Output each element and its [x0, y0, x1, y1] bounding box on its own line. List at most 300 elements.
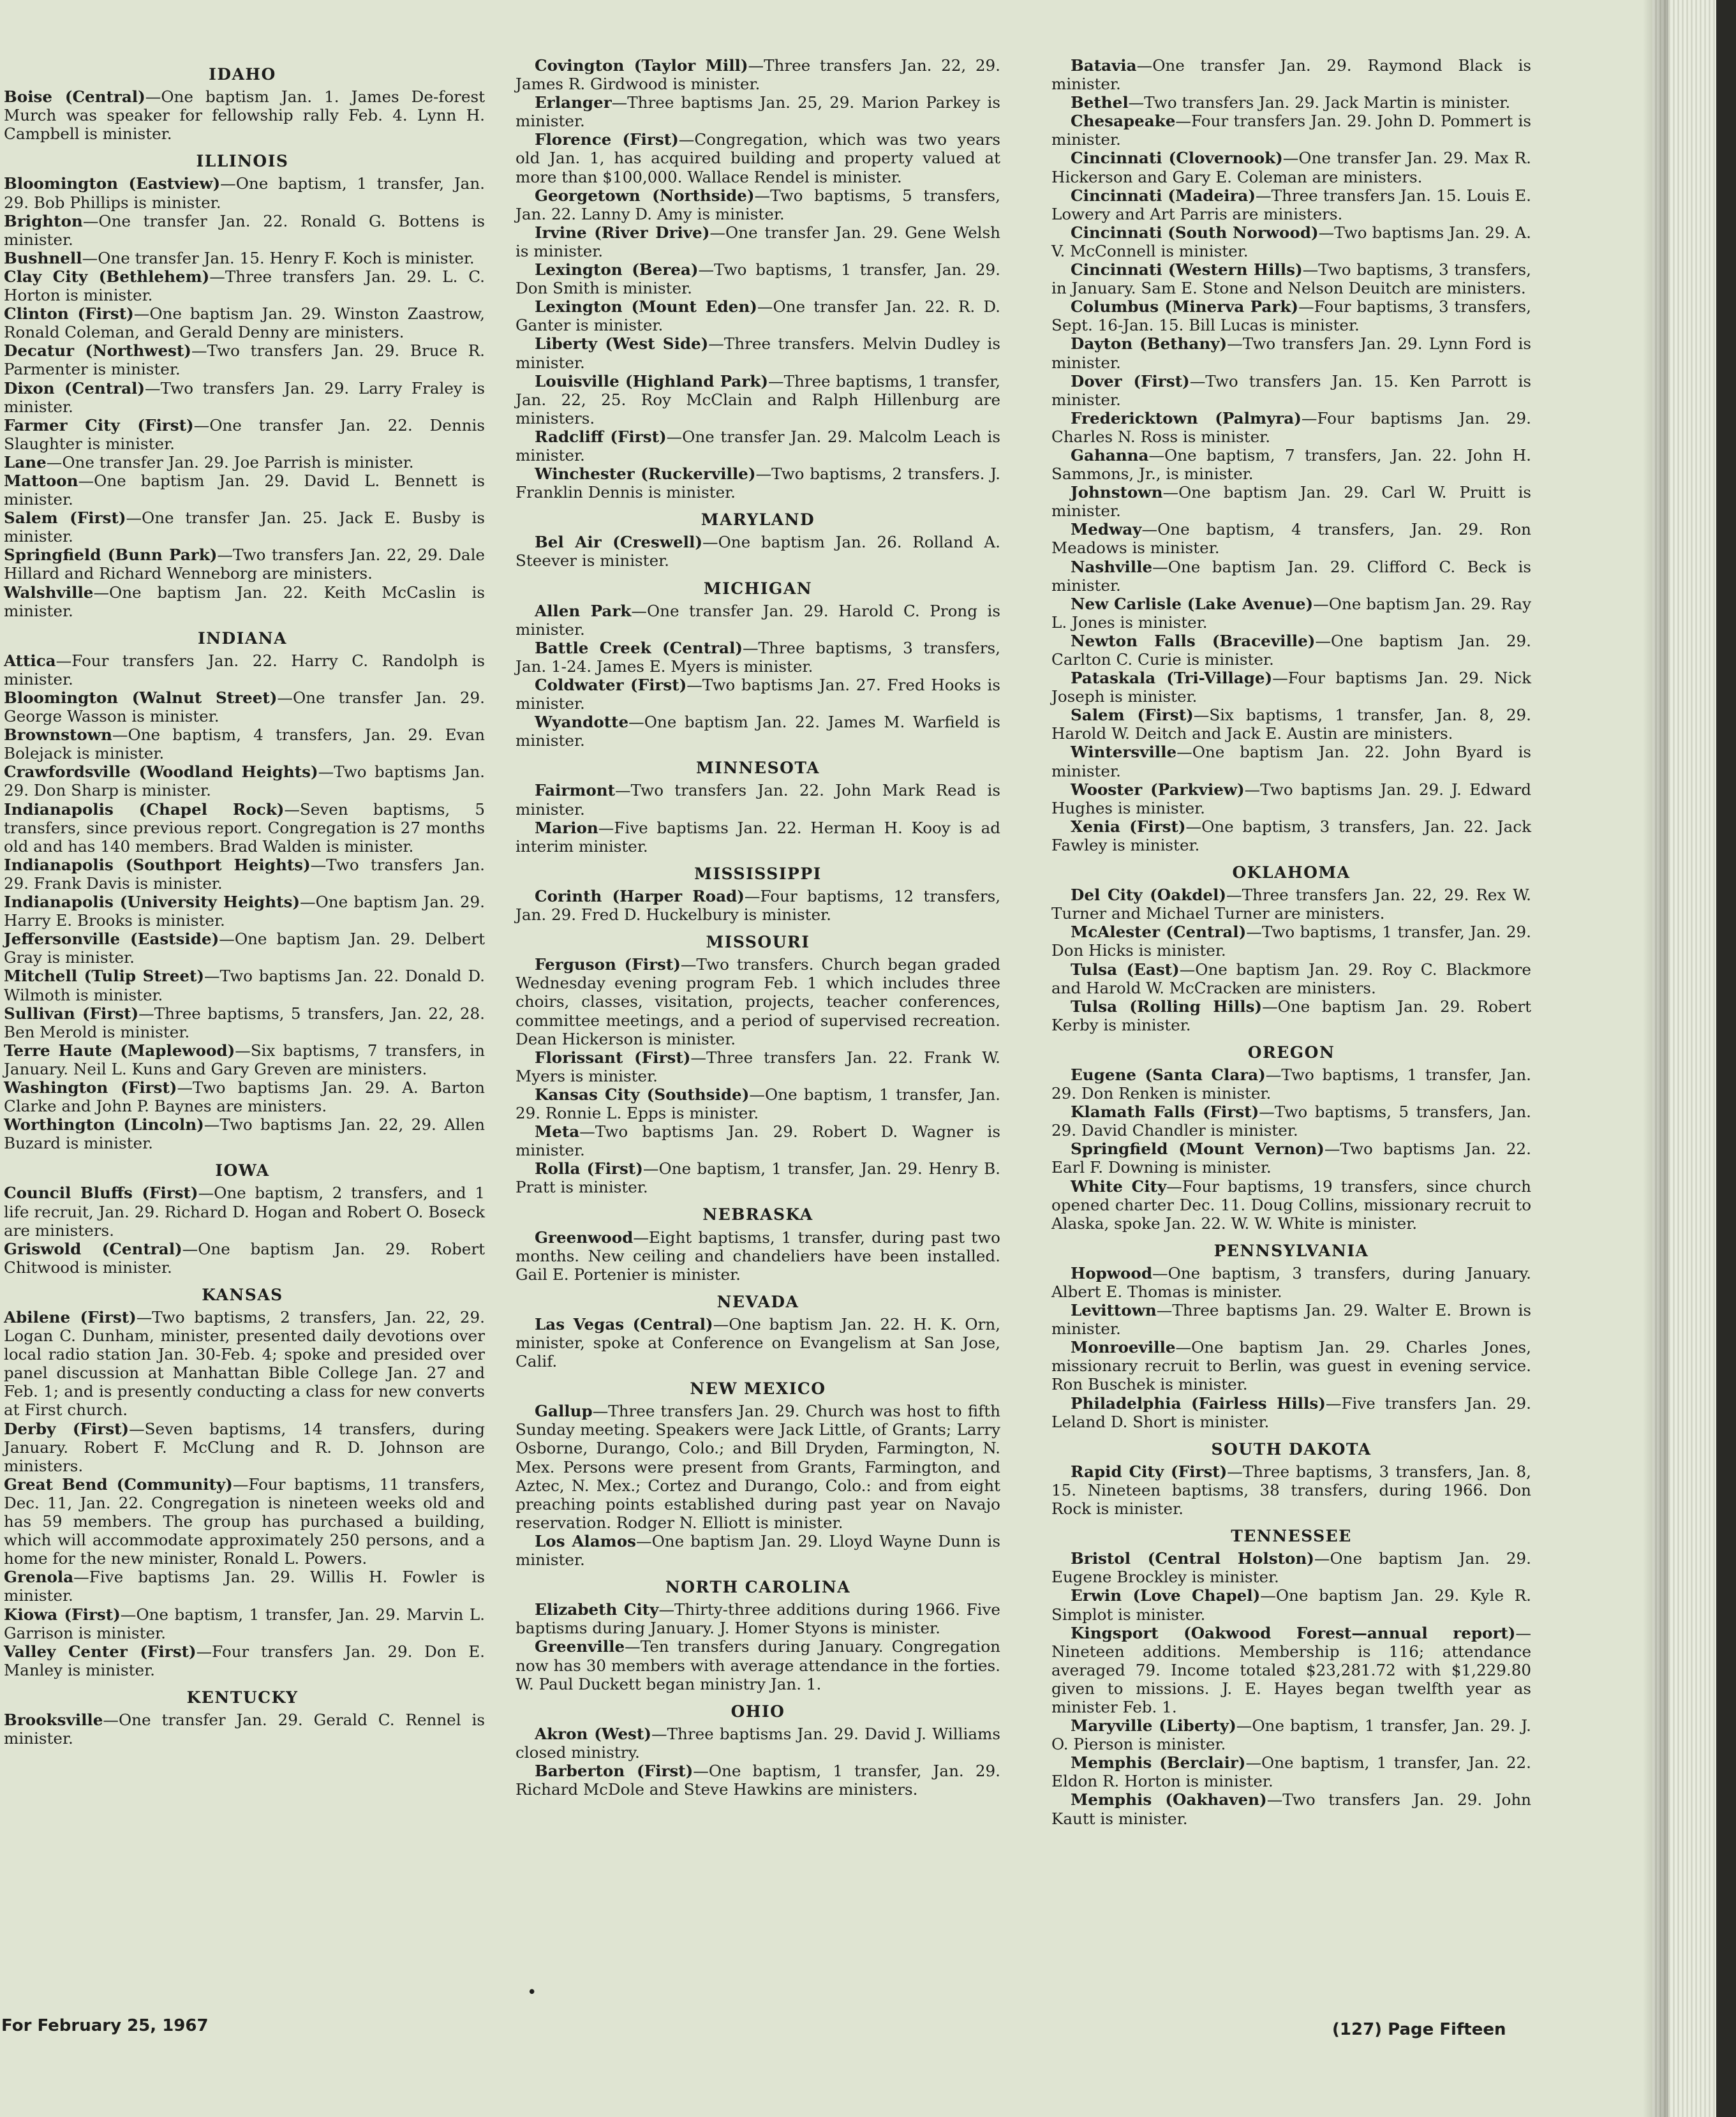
- report-text: One baptism Jan. 22. James M. Warfield is minister.: [516, 713, 1000, 750]
- report-text: One baptism, 1 transfer, Jan. 29. J. O. Pierson is minister.: [1051, 1716, 1532, 1754]
- em-dash: —: [702, 533, 718, 552]
- church-report-entry: [1051, 223, 1531, 260]
- church-name: Rolla (First): [535, 1159, 643, 1178]
- church-name: Dixon (Central): [4, 378, 145, 397]
- church-name: Del City (Oakdel): [1071, 886, 1227, 905]
- em-dash: —: [693, 1761, 709, 1780]
- church-report-entry: [1051, 595, 1531, 632]
- church-name: Washington (First): [4, 1078, 177, 1097]
- church-name: Wooster (Parkview): [1071, 780, 1245, 799]
- church-name: Derby (First): [4, 1419, 130, 1438]
- em-dash: —: [768, 371, 784, 390]
- report-text: Two transfers Jan. 29. Frank Davis is minister.: [4, 855, 486, 893]
- report-text: Two baptisms Jan. 29. J. Edward Hughes is minister.: [1051, 780, 1531, 817]
- church-name: Liberty (West Side): [535, 334, 709, 353]
- church-name: Terre Haute (Maplewood): [4, 1041, 235, 1060]
- church-report-entry: [516, 1159, 1000, 1196]
- church-report-entry: [516, 223, 1000, 260]
- em-dash: —: [1179, 960, 1196, 979]
- report-text: Two baptisms Jan. 29. A. V. McConnell is minister.: [1051, 223, 1531, 260]
- state-heading: NORTH CAROLINA: [665, 1578, 851, 1597]
- em-dash: —: [628, 713, 644, 732]
- em-dash: —: [1136, 56, 1153, 75]
- church-report-entry: [0, 1240, 485, 1277]
- em-dash: —: [1315, 631, 1332, 650]
- report-text: One transfer Jan. 29. Harold C. Prong is minister.: [516, 601, 1001, 639]
- church-report-entry: [516, 781, 1000, 818]
- state-heading: MICHIGAN: [703, 579, 813, 598]
- report-text: Four transfers Jan. 29. John D. Pommert is minister.: [1051, 112, 1531, 149]
- report-text: Two transfers Jan. 29. Jack Martin is minister.: [1144, 93, 1511, 112]
- church-report-entry: [1051, 632, 1531, 669]
- church-report-entry: [1051, 997, 1531, 1034]
- em-dash: —: [748, 56, 764, 75]
- report-text: One baptism Jan. 22. John Byard is minister.: [1051, 743, 1531, 780]
- em-dash: —: [1246, 923, 1262, 942]
- report-text: One baptism Jan. 22. H. K. Orn, minister, spoke at Conference on Evangelism at San Jose, Calif.: [516, 1314, 1000, 1371]
- report-text: Four baptisms, 19 transfers, since church opened charter Dec. 11. Doug Collins, missionary recruit to Alaska, spoke Jan. 22. W. W. White is minister.: [1051, 1177, 1531, 1233]
- state-heading: MARYLAND: [701, 510, 815, 530]
- church-report-entry: [1051, 1264, 1531, 1301]
- church-report-entry: [1051, 1586, 1531, 1623]
- footer-page-number: (127) Page Fifteen: [1332, 2020, 1506, 2039]
- church-name: Indianapolis (University Heights): [4, 893, 300, 912]
- report-text: Two baptisms Jan. 29. A. Barton Clarke and John P. Baynes are ministers.: [4, 1078, 486, 1116]
- church-name: Griswold (Central): [4, 1239, 182, 1258]
- church-name: Dover (First): [1071, 371, 1190, 390]
- em-dash: —: [635, 1531, 652, 1550]
- church-name: Batavia: [1071, 56, 1137, 75]
- church-report-entry: [1051, 1177, 1531, 1233]
- church-report-entry: [0, 249, 485, 267]
- em-dash: —: [204, 1115, 220, 1134]
- church-report-entry: [1051, 706, 1531, 743]
- church-report-entry: [1051, 483, 1531, 520]
- em-dash: —: [1152, 1263, 1168, 1282]
- em-dash: —: [598, 818, 614, 837]
- church-report-entry: [516, 819, 1000, 856]
- church-name: Eugene (Santa Clara): [1071, 1065, 1266, 1084]
- church-report-entry: [516, 297, 1000, 334]
- church-report-entry: [0, 856, 485, 893]
- church-name: Great Bend (Community): [4, 1474, 233, 1494]
- report-text: Two transfers Jan. 29. Larry Fraley is minister.: [4, 378, 485, 416]
- em-dash: —: [1325, 1393, 1342, 1413]
- church-report-entry: [0, 87, 485, 143]
- church-report-entry: [516, 186, 1000, 223]
- em-dash: —: [757, 297, 773, 316]
- report-text: One transfer Jan. 22. Dennis Slaughter is minister.: [4, 415, 485, 453]
- report-text: One baptism Jan. 29. Carl W. Pruitt is minister.: [1051, 483, 1531, 521]
- church-report-entry: [516, 464, 1000, 501]
- em-dash: —: [1324, 1140, 1340, 1159]
- church-report-entry: [0, 1605, 485, 1642]
- church-name: Bel Air (Creswell): [535, 533, 702, 552]
- church-name: Greenville: [535, 1637, 625, 1656]
- em-dash: —: [191, 341, 207, 360]
- state-heading: NEVADA: [716, 1292, 799, 1311]
- report-text: Two transfers Jan. 15. Ken Parrott is minister.: [1051, 371, 1531, 409]
- report-text: One baptism, 4 transfers, Jan. 29. Evan Bolejack is minister.: [4, 725, 485, 763]
- church-name: Radcliff (First): [535, 427, 667, 446]
- report-text: Three transfers Jan. 22, 29. Rex W. Turner and Michael Turner are ministers.: [1051, 886, 1531, 923]
- report-text: Two baptisms Jan. 22, 29. Allen Buzard is minister.: [4, 1115, 485, 1153]
- church-name: Marion: [535, 818, 598, 837]
- em-dash: —: [1141, 520, 1158, 539]
- church-report-entry: [0, 416, 485, 453]
- church-report-entry: [1051, 886, 1531, 923]
- state-heading: INDIANA: [197, 628, 288, 648]
- em-dash: —: [611, 93, 628, 112]
- report-text: Three transfers Jan. 29. L. C. Horton is minister.: [4, 267, 485, 305]
- church-report-entry: [0, 267, 485, 304]
- report-text: Two transfers Jan. 22, 29. Dale Hillard and Richard Wenneborg are ministers.: [4, 546, 485, 583]
- book-binding: [1716, 0, 1736, 2117]
- church-report-entry: [516, 130, 1000, 186]
- em-dash: —: [198, 1184, 214, 1203]
- em-dash: —: [182, 1239, 198, 1258]
- em-dash: —: [1226, 886, 1242, 905]
- church-report-entry: [1051, 372, 1531, 409]
- report-text: One transfer Jan. 29. Gerald C. Rennel is minister.: [4, 1710, 485, 1748]
- report-text: Congregation, which was two years old Jan. 1, has acquired building and property valued at more than $100,000. Wallace Rendel is minister.: [516, 130, 1001, 186]
- church-name: Crawfordsville (Woodland Heights): [4, 762, 318, 782]
- church-report-entry: [1051, 1301, 1531, 1338]
- em-dash: —: [709, 223, 725, 242]
- church-name: Hopwood: [1071, 1263, 1153, 1282]
- church-report-entry: [1051, 446, 1531, 483]
- church-name: Corinth (Harper Road): [535, 886, 745, 905]
- church-report-entry: [516, 676, 1000, 713]
- church-name: McAlester (Central): [1071, 923, 1247, 942]
- report-text: One baptism, 2 transfers, and 1 life recruit, Jan. 29. Richard D. Hogan and Robert O. Boseck are ministers.: [4, 1184, 485, 1240]
- church-report-entry: [0, 174, 485, 211]
- em-dash: —: [138, 1004, 154, 1023]
- report-text: Two baptisms, 2 transfers. J. Franklin Dennis is minister.: [516, 464, 1001, 502]
- church-name: Kiowa (First): [4, 1605, 121, 1624]
- church-name: Gahanna: [1071, 445, 1149, 464]
- church-report-entry: [0, 583, 485, 620]
- church-name: Las Vegas (Central): [535, 1314, 713, 1333]
- report-text: Two transfers Jan. 22. John Mark Read is minister.: [516, 781, 1000, 819]
- church-report-entry: [1051, 149, 1531, 186]
- church-name: Mattoon: [4, 471, 78, 490]
- church-report-entry: [0, 1568, 485, 1605]
- em-dash: —: [120, 1605, 137, 1624]
- report-text: Seven baptisms, 5 transfers, since previous report. Congregation is 27 months old and has 140 members. Brad Walden is minister.: [4, 799, 485, 856]
- church-name: Worthington (Lincoln): [4, 1115, 204, 1134]
- report-text: Three baptisms, 1 transfer, Jan. 22, 25. Roy McClain and Ralph Hillenburg are ministers.: [516, 371, 1000, 427]
- church-name: Columbus (Minerva Park): [1071, 297, 1299, 316]
- church-name: Elizabeth City: [535, 1600, 659, 1619]
- report-text: Three baptisms, 3 transfers, Jan. 1-24. James E. Myers is minister.: [516, 638, 1000, 676]
- church-name: Irvine (River Drive): [535, 223, 710, 242]
- state-heading: PENNSYLVANIA: [1213, 1241, 1369, 1260]
- em-dash: —: [1244, 780, 1261, 799]
- report-text: One baptism Jan. 29. Roy C. Blackmore and Harold W. McCracken are ministers.: [1051, 960, 1531, 997]
- report-text: Three transfers Jan. 22. Frank W. Myers is minister.: [516, 1048, 1000, 1085]
- church-report-entry: [0, 341, 485, 378]
- report-text: Four transfers Jan. 22. Harry C. Randolph is minister.: [4, 651, 485, 688]
- church-report-entry: [516, 1600, 1000, 1637]
- church-name: Salem (First): [4, 509, 126, 528]
- report-text: Two baptisms, 5 transfers, Jan. 22. Lanny D. Amy is minister.: [516, 186, 1001, 223]
- church-report-entry: [516, 1402, 1000, 1532]
- church-name: Nashville: [1071, 557, 1153, 576]
- church-name: Decatur (Northwest): [4, 341, 191, 360]
- church-name: Indianapolis (Southport Heights): [4, 855, 311, 874]
- report-text: One baptism Jan. 29. Harry E. Brooks is minister.: [4, 893, 486, 930]
- church-report-entry: [516, 56, 1000, 93]
- em-dash: —: [1245, 1753, 1262, 1772]
- church-name: Clay City (Bethlehem): [4, 267, 210, 286]
- church-name: Lane: [4, 452, 47, 472]
- church-name: Johnstown: [1071, 483, 1163, 502]
- church-report-entry: [1051, 780, 1531, 817]
- church-report-entry: [516, 713, 1000, 750]
- em-dash: —: [82, 211, 99, 230]
- church-report-entry: [0, 1420, 485, 1475]
- state-heading: TENNESSEE: [1231, 1527, 1352, 1546]
- church-report-entry: [516, 1048, 1000, 1085]
- report-text: One baptism Jan. 29. Clifford C. Beck is minister.: [1051, 557, 1531, 595]
- report-text: Two baptisms Jan. 27. Fred Hooks is minister.: [516, 676, 1001, 713]
- state-heading: OHIO: [731, 1702, 785, 1721]
- church-report-entry: [0, 1184, 485, 1239]
- church-report-entry: [0, 379, 485, 416]
- em-dash: —: [217, 546, 233, 565]
- em-dash: —: [1301, 408, 1317, 427]
- church-report-entry: [0, 1711, 485, 1748]
- report-text: One baptism, 3 transfers, Jan. 22. Jack Fawley is minister.: [1051, 817, 1531, 854]
- report-text: One baptism, 1 transfer, Jan. 29. Bob Phillips is minister.: [4, 174, 485, 212]
- report-text: One baptism Jan. 29. Robert Chitwood is minister.: [4, 1239, 485, 1277]
- church-name: Abilene (First): [4, 1308, 137, 1326]
- em-dash: —: [232, 1474, 249, 1494]
- em-dash: —: [235, 1041, 251, 1060]
- church-name: Cincinnati (Madeira): [1071, 186, 1256, 205]
- church-name: Meta: [535, 1122, 580, 1141]
- church-report-entry: [1051, 260, 1531, 297]
- church-name: Bloomington (Walnut Street): [4, 688, 278, 707]
- church-name: Grenola: [4, 1568, 74, 1587]
- church-name: Wyandotte: [535, 713, 629, 732]
- em-dash: —: [744, 886, 760, 905]
- em-dash: —: [73, 1568, 89, 1587]
- report-text: One transfer Jan. 22. Ronald G. Bottens is minister.: [4, 211, 485, 249]
- gutter-shadow: [1643, 0, 1668, 2117]
- church-report-entry: [0, 509, 485, 546]
- em-dash: —: [220, 174, 236, 193]
- report-text: One baptism Jan. 1. James De-forest Murch was speaker for fellowship rally Feb. 4. Lynn H. Campbell is minister.: [4, 87, 485, 144]
- report-text: Three transfers Jan. 22, 29. James R. Girdwood is minister.: [516, 56, 1000, 94]
- em-dash: —: [678, 130, 695, 149]
- church-name: Springfield (Bunn Park): [4, 546, 218, 565]
- report-text: Five baptisms Jan. 29. Willis H. Fowler is minister.: [4, 1568, 485, 1605]
- church-report-entry: [1051, 1624, 1531, 1716]
- report-text: Three transfers. Melvin Dudley is minister.: [516, 334, 1000, 372]
- church-report-entry: [0, 762, 485, 799]
- report-text: Two baptisms, 5 transfers, Jan. 29. David Chandler is minister.: [1051, 1103, 1531, 1140]
- report-text: Two baptisms Jan. 29. Robert D. Wagner is minister.: [516, 1122, 1000, 1160]
- em-dash: —: [749, 1085, 765, 1104]
- church-name: Ferguson (First): [535, 955, 681, 974]
- church-name: Lexington (Berea): [535, 260, 699, 279]
- report-text: Three baptisms, 5 transfers, Jan. 22, 28. Ben Merold is minister.: [4, 1004, 485, 1041]
- church-report-entry: [516, 1725, 1000, 1762]
- report-text: One transfer Jan. 15. Henry F. Koch is minister.: [98, 248, 475, 267]
- report-text: Two transfers Jan. 29. Lynn Ford is minister.: [1051, 334, 1531, 372]
- em-dash: —: [1156, 1301, 1173, 1320]
- em-dash: —: [666, 427, 683, 446]
- church-name: Cincinnati (South Norwood): [1071, 223, 1319, 242]
- em-dash: —: [680, 955, 697, 974]
- church-name: Bethel: [1071, 93, 1129, 112]
- em-dash: —: [56, 651, 72, 670]
- em-dash: —: [1162, 483, 1179, 502]
- church-name: Memphis (Berclair): [1071, 1753, 1246, 1772]
- church-name: Council Bluffs (First): [4, 1184, 198, 1203]
- em-dash: —: [755, 464, 772, 484]
- church-name: Brighton: [4, 211, 83, 230]
- church-report-entry: [0, 930, 485, 967]
- report-text: Four baptisms, 3 transfers, Sept. 16-Jan. 15. Bill Lucas is minister.: [1051, 297, 1532, 335]
- church-name: Lexington (Mount Eden): [535, 297, 757, 316]
- em-dash: —: [592, 1402, 609, 1421]
- church-report-entry: [1051, 56, 1531, 93]
- church-report-entry: [0, 688, 485, 725]
- church-report-entry: [0, 212, 485, 249]
- report-text: Four transfers Jan. 29. Don E. Manley is minister.: [4, 1642, 485, 1679]
- em-dash: —: [651, 1724, 667, 1743]
- church-report-entry: [516, 533, 1000, 570]
- report-text: Four baptisms Jan. 29. Charles N. Ross is minister.: [1051, 408, 1531, 446]
- church-name: Medway: [1071, 520, 1142, 539]
- state-heading: OKLAHOMA: [1232, 863, 1351, 882]
- church-report-entry: [1051, 297, 1531, 334]
- report-text: One baptism Jan. 22. Keith McCaslin is minister.: [4, 583, 485, 620]
- church-name: Chesapeake: [1071, 112, 1176, 131]
- state-heading: IDAHO: [209, 65, 276, 84]
- em-dash: —: [658, 1600, 675, 1619]
- church-name: Valley Center (First): [4, 1642, 197, 1661]
- em-dash: —: [1265, 1065, 1282, 1084]
- report-text: Two baptisms, 1 transfer, Jan. 29. Don Renken is minister.: [1051, 1065, 1531, 1103]
- church-name: Erlanger: [535, 93, 612, 112]
- report-text: One baptism Jan. 29. Eugene Brockley is minister.: [1051, 1549, 1531, 1587]
- em-dash: —: [1152, 557, 1168, 576]
- church-report-entry: [1051, 743, 1531, 780]
- em-dash: —: [196, 1642, 212, 1661]
- church-name: Tulsa (Rolling Hills): [1071, 997, 1263, 1016]
- report-text: One baptism, 4 transfers, Jan. 29. Ron Meadows is minister.: [1051, 520, 1531, 558]
- church-name: Florence (First): [535, 130, 679, 149]
- church-report-entry: [1051, 1103, 1531, 1140]
- church-report-entry: [1051, 1549, 1531, 1586]
- report-text: Two transfers Jan. 29. Bruce R. Parmenter is minister.: [4, 341, 485, 379]
- church-name: New Carlisle (Lake Avenue): [1071, 594, 1314, 613]
- em-dash: —: [1262, 997, 1278, 1016]
- church-name: Bristol (Central Holston): [1071, 1549, 1314, 1568]
- church-report-entry: [516, 1228, 1000, 1284]
- em-dash: —: [690, 1048, 706, 1067]
- state-heading: NEW MEXICO: [690, 1379, 826, 1399]
- em-dash: —: [136, 1308, 152, 1326]
- report-text: One baptism Jan. 29. Lloyd Wayne Dunn is minister.: [516, 1531, 1000, 1570]
- church-report-entry: [516, 1637, 1000, 1693]
- report-text: One baptism Jan. 29. Delbert Gray is minister.: [4, 930, 485, 967]
- em-dash: —: [133, 304, 150, 323]
- church-name: Newton Falls (Braceville): [1071, 631, 1316, 650]
- report-text: One baptism Jan. 29. David L. Bennett is minister.: [4, 471, 485, 509]
- report-text: One transfer Jan. 29. Gene Welsh is minister.: [516, 223, 1000, 260]
- bullet-mark: •: [527, 1983, 537, 2002]
- em-dash: —: [1282, 149, 1299, 168]
- church-report-entry: [0, 651, 485, 688]
- church-name: Sullivan (First): [4, 1004, 139, 1023]
- state-heading: IOWA: [215, 1161, 270, 1180]
- church-report-entry: [1051, 817, 1531, 854]
- church-name: Brooksville: [4, 1710, 103, 1729]
- em-dash: —: [1313, 594, 1329, 613]
- column-2: [516, 56, 1000, 1799]
- church-name: Louisville (Highland Park): [535, 371, 768, 390]
- church-name: Cincinnati (Western Hills): [1071, 260, 1303, 279]
- report-text: Eight baptisms, 1 transfer, during past two months. New ceiling and chandeliers have been installed. Gail E. Portenier is minister.: [516, 1228, 1000, 1284]
- church-report-entry: [516, 1762, 1000, 1799]
- church-report-entry: [516, 1315, 1000, 1370]
- church-name: Pataskala (Tri-Village): [1071, 669, 1273, 688]
- church-name: Greenwood: [535, 1228, 634, 1247]
- em-dash: —: [209, 267, 225, 286]
- church-name: Cincinnati (Clovernook): [1071, 149, 1283, 168]
- church-name: Covington (Taylor Mill): [535, 56, 748, 75]
- em-dash: —: [103, 1710, 119, 1729]
- em-dash: —: [1175, 112, 1191, 131]
- report-text: Seven baptisms, 14 transfers, during January. Robert F. McClung and R. D. Johnson are ministers.: [4, 1419, 485, 1475]
- report-text: Two baptisms Jan. 22. Earl F. Downing is minister.: [1051, 1140, 1531, 1177]
- report-text: One baptism, 3 transfers, during January. Albert E. Thomas is minister.: [1051, 1263, 1531, 1301]
- report-text: One baptism, 1 transfer, Jan. 29. Henry B. Pratt is minister.: [516, 1159, 1000, 1197]
- church-report-entry: [516, 887, 1000, 924]
- church-report-entry: [516, 427, 1000, 464]
- report-text: One transfer Jan. 29. Max R. Hickerson and Gary E. Coleman are ministers.: [1051, 149, 1532, 186]
- church-report-entry: [1051, 923, 1531, 960]
- church-name: Allen Park: [535, 601, 632, 620]
- report-text: Six baptisms, 7 transfers, in January. Neil L. Kuns and Gary Greven are ministers.: [4, 1041, 485, 1078]
- em-dash: —: [93, 583, 110, 602]
- em-dash: —: [1515, 1623, 1531, 1642]
- church-report-entry: [0, 1078, 485, 1115]
- church-report-entry: [0, 967, 485, 1004]
- church-report-entry: [1051, 112, 1531, 149]
- report-text: Two transfers. Church began graded Wednesday evening program Feb. 1 which includes three choirs, classes, visitation, projects, teacher conferences, committee meetings, and a period of supervised recreation. Dean Hickerson is minister.: [516, 955, 1000, 1048]
- church-name: Boise (Central): [4, 87, 145, 107]
- report-text: One baptism Jan. 29. Charles Jones, missionary recruit to Berlin, was guest in evening service. Ron Buschek is minister.: [1051, 1338, 1531, 1394]
- em-dash: —: [1193, 706, 1210, 725]
- em-dash: —: [1236, 1716, 1252, 1735]
- report-text: One baptism Jan. 29. Kyle R. Simplot is minister.: [1051, 1586, 1531, 1624]
- em-dash: —: [193, 415, 210, 435]
- em-dash: —: [1266, 1790, 1283, 1809]
- church-report-entry: [0, 893, 485, 930]
- em-dash: —: [642, 1159, 659, 1178]
- report-text: Two transfers Jan. 29. John Kautt is minister.: [1051, 1790, 1531, 1828]
- state-heading: ILLINOIS: [196, 152, 289, 171]
- state-heading: MISSISSIPPI: [694, 864, 822, 883]
- em-dash: —: [145, 87, 161, 107]
- church-report-entry: [1051, 1716, 1531, 1753]
